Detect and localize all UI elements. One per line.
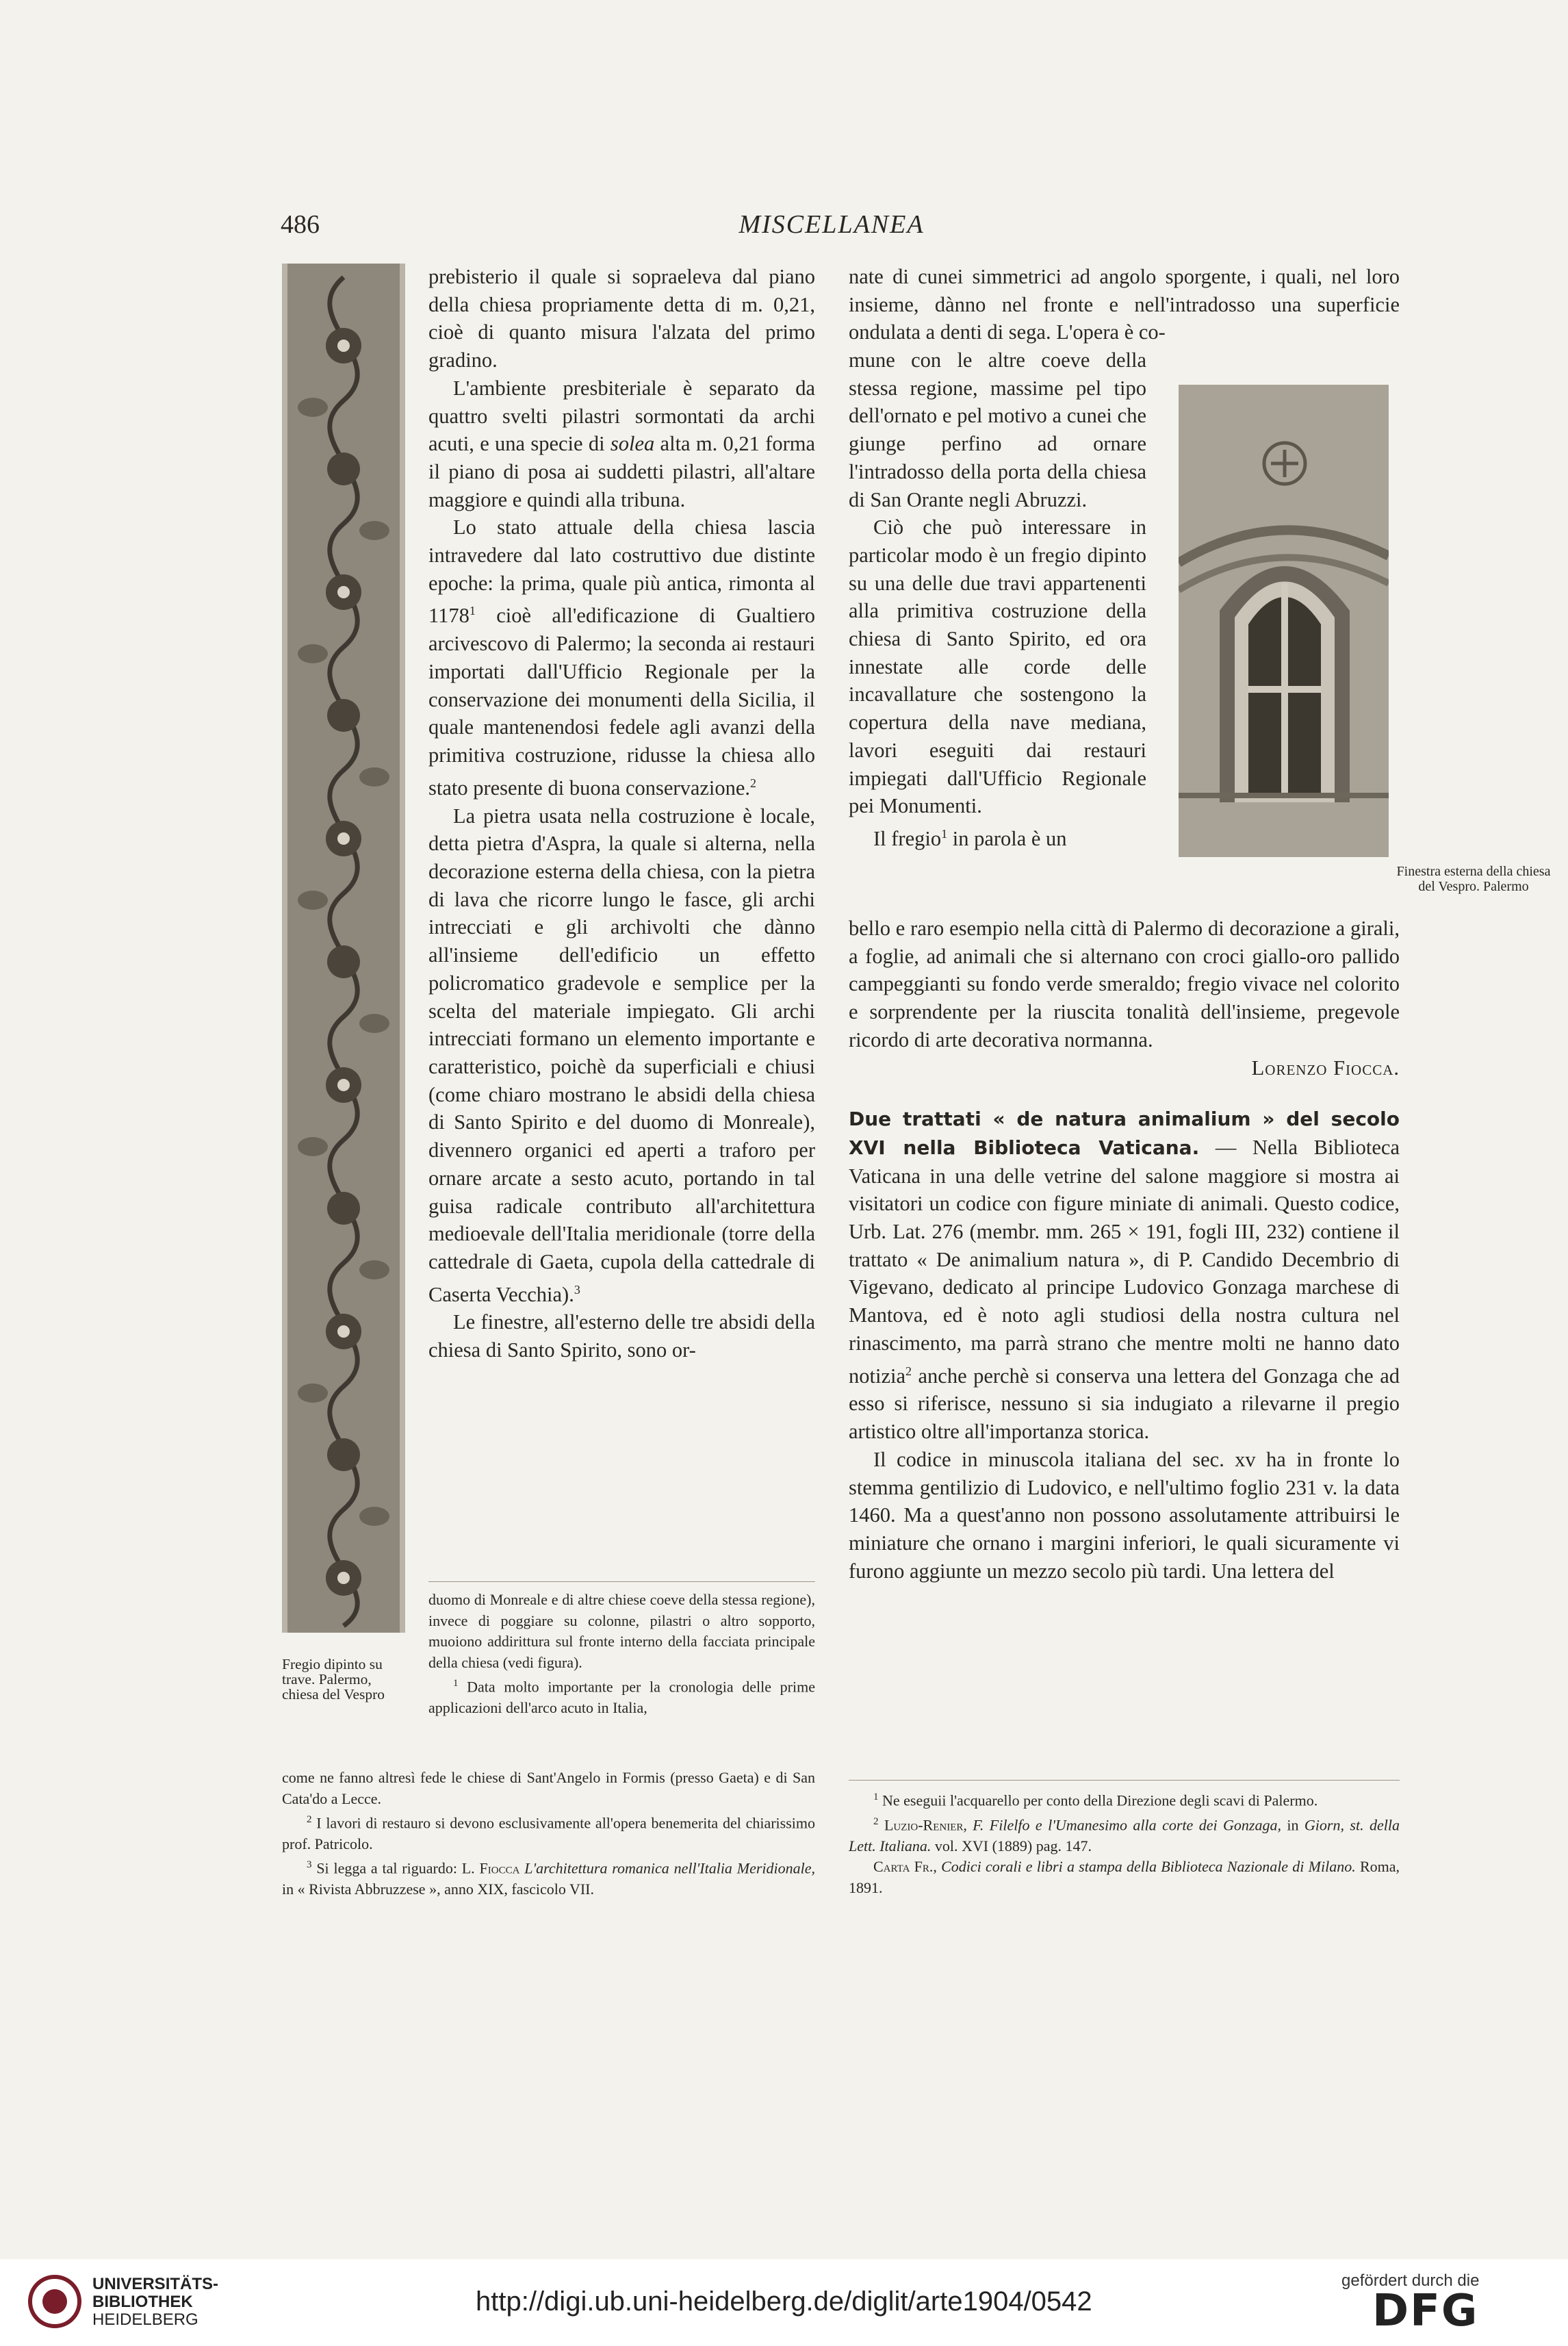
dfg-logo: DFG	[1372, 2286, 1479, 2336]
left-column	[428, 263, 815, 1569]
window-illustration	[1179, 385, 1389, 857]
library-name: UNIVERSITÄTS- BIBLIOTHEK HEIDELBERG	[92, 2275, 219, 2329]
left-footnotes: come ne fanno altresì fede le chiese di Sant'Angelo in Formis (presso Gaeta) e di San Cata'do a Lecce. $^2$ I lavori di restauro si devono esclusivamente all'opera benemerita del chiarissimo prof. Patricolo. $^3$ Si legga a tal riguardo: L. Fiocca L'architettura romanica nell'Italia Meridionale, in « Rivista Abbruzzese », anno XIX, fascicolo VII.	[282, 1769, 815, 1898]
window-photo	[1179, 385, 1389, 857]
left-paragraph: Lo stato attuale della chiesa lascia intravedere dal lato costruttivo due distinte epoche: la prima, quale più antica, rimonta al 1178$^1$ cioè all'edificazione di Gualtiero arcivescovo di Palermo; la seconda ai restauri importati dall'Ufficio Regionale per la conservazione dei monumenti della Sicilia, il quale mantenendosi fedele agli avanzi della primitiva costruzione, ridusse la chiesa allo stato presente di buona conservazione.$^2$	[428, 515, 815, 800]
funding-note: gefördert durch die	[1341, 2271, 1480, 2290]
footnote-continuation: duomo di Monreale e di altre chiese coeve della stessa regione), invece di poggiare su colonne, pilastri o altro sopporto, muoiono addirittura sul fronte interno della facciata principale della chiesa (vedi figura). $^1$ Data molto importante per la cronologia delle prime applicazioni dell'arco acuto in Italia,	[428, 1591, 815, 1716]
permalink[interactable]: http://digi.ub.uni-heidelberg.de/diglit/arte1904/0542	[476, 2286, 1092, 2317]
frieze-illustration	[282, 264, 405, 1633]
right-paragraph: bello e raro esempio nella città di Palermo di decorazione a girali, a foglie, ad animali che si alternano con croci giallo-oro pallido campeggianti su fondo verde smeraldo; fregio vivace nel colorito e sorprendente per la riuscita tonalità dell'insieme, pregevole ricordo di arte decorativa normanna.	[849, 917, 1400, 1051]
footnote-rule	[849, 1780, 1400, 1781]
frieze-figure	[282, 264, 405, 1633]
footer-bar	[0, 2259, 1568, 2346]
window-caption: Finestra esterna della chiesa del Vespro. Palermo	[1396, 864, 1551, 894]
author-signature: Lorenzo Fiocca.	[1251, 1056, 1400, 1080]
right-paragraph: Il codice in minuscola italiana del sec. xv ha in fronte lo stemma gentilizio di Ludovico, e nell'ultimo foglio 231 v. la data 1460. Ma a quest'anno non possono assolutamente attribuirsi le miniature che ornano i margini inferiori, le quali sicuramente vi furono aggiunte un mezzo secolo più tardi. Una lettera del	[849, 1447, 1400, 1583]
left-paragraph: L'ambiente presbiteriale è separato da quattro svelti pilastri sormontati da archi acuti, e una specie di solea alta m. 0,21 forma il piano di posa ai suddetti pilastri, all'altare maggiore e quindi alla tribuna.	[428, 376, 815, 511]
right-paragraph: Ciò che può interessare in particolar modo è un fregio dipinto su una delle due travi appartenenti alla primitiva costruzione della chiesa di Santo Spirito, ed ora innestate alle corde delle incavallature che sostengono la copertura della nave mediana, lavori eseguiti dai restauri impiegati dall'Ufficio Regionale pei Monumenti.	[849, 515, 1146, 818]
right-column-top	[849, 263, 1400, 346]
left-paragraph: La pietra usata nella costruzione è locale, detta pietra d'Aspra, la quale si alterna, nella decorazione esterna della chiesa, con la pietra di lava che ricorre lungo le fasce, gli archi intrecciati e gli archivolti che dànno all'insieme dell'edificio un effetto policromatico gradevole e semplice per la scelta del materiale impiegato. Gli archi intrecciati formano un elemento importante e caratteristico, poichè da superficiali e chiusi (come chiaro mostrano le absidi della chiesa di Santo Spirito e del duomo di Monreale), divennero organici ed aperti a traforo per ornare arcate a sesto acuto, portando in tal guisa radicale contributo all'architettura medioevale dell'Italia meridionale (torre della cattedrale di Gaeta, cupola della cattedrale di Caserta Vecchia).$^3$	[428, 804, 815, 1306]
right-paragraph: nate di cunei simmetrici ad angolo sporgente, i quali, nel loro insieme, dànno nel fronte e nell'intradosso una superficie ondulata a denti di sega. L'opera è co-	[849, 265, 1400, 344]
footnote-ref: 2	[750, 776, 757, 790]
footnote-ref: 3	[574, 1282, 580, 1297]
page-number: 486	[281, 210, 320, 239]
left-paragraph: Le finestre, all'esterno delle tre absidi della chiesa di Santo Spirito, sono or-	[428, 1310, 815, 1362]
right-paragraph-continued: mune con le altre coeve della stessa regione, massime pel tipo dell'ornato e pel motivo a cunei che giunge perfino ad ornare l'intradosso della porta della chiesa di San Orante negli Abruzzi.	[849, 348, 1146, 511]
footnote-ref: 1	[469, 604, 476, 618]
right-paragraph: Due trattati « de natura animalium » del secolo XVI nella Biblioteca Vaticana. — Nella Biblioteca Vaticana in una delle vetrine del salone maggiore si mostra ai visitatori un codice con figure miniate di animali. Questo codice, Urb. Lat. 276 (membr. mm. 265 × 191, fogli III, 232) contiene il trattato « De animalium natura », di P. Candido Decembrio di Vigevano, dedicato al principe Ludovico Gonzaga marchese di Mantova, ed è noto agli studiosi della nostra cultura nel rinascimento, ma parrà strano che mentre molti ne hanno dato notizia$^2$ anche perchè si conserva una lettera del Gonzaga che ad esso si riferisce, nessuno si sia indugiato a rilevarne il pregio artistico oltre all'importanza storica.	[849, 1108, 1400, 1444]
section-heading: Due trattati « de natura animalium » del secolo XVI nella Biblioteca Vaticana.	[849, 1108, 1400, 1159]
right-footnotes: $^1$ Ne eseguii l'acquarello per conto della Direzione degli scavi di Palermo. $^2$ Luzio-Renier, F. Filelfo e l'Umanesimo alla corte dei Gonzaga, in Giorn, st. della Lett. Italiana. vol. XVI (1889) pag. 147. Carta Fr., Codici corali e libri a stampa della Biblioteca Nazionale di Milano. Roma, 1891.	[849, 1792, 1400, 1896]
footnote-rule	[428, 1581, 815, 1582]
right-column-main	[849, 915, 1400, 1585]
library-seal-icon	[27, 2274, 82, 2329]
right-paragraph: Il fregio$^1$ in parola è un	[873, 826, 1067, 851]
left-paragraph: prebisterio il quale si sopraeleva dal piano della chiesa propriamente detta di m. 0,21, cioè di quanto misura l'alzata del primo gradino.	[428, 265, 815, 372]
frieze-caption: Fregio dipinto su trave. Palermo, chiesa del Vespro	[282, 1656, 385, 1703]
running-title: MISCELLANEA	[738, 210, 925, 239]
